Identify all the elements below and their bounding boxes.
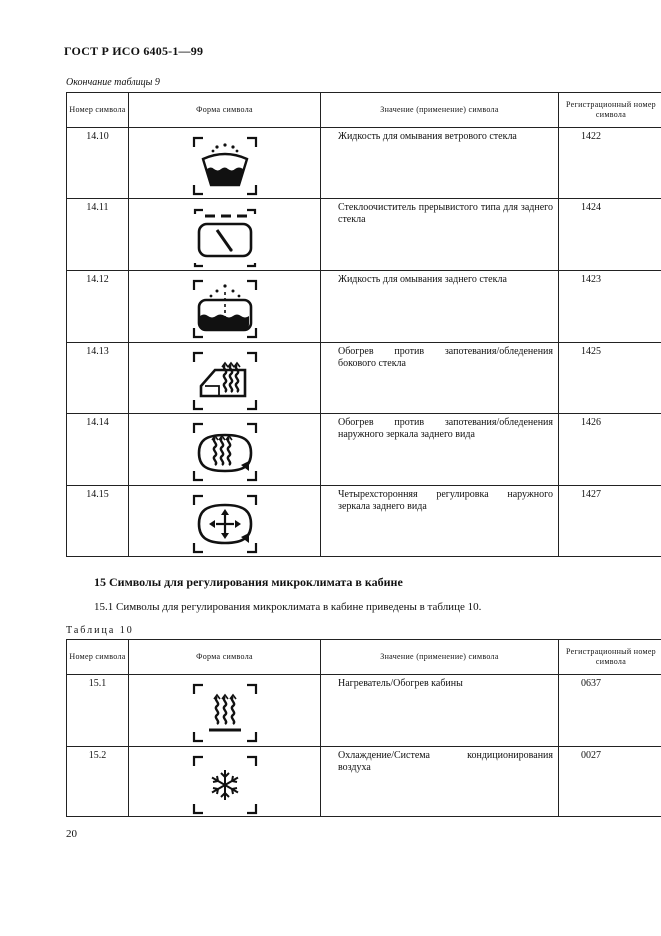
rear-intermittent-wiper-icon	[191, 206, 259, 268]
symbol-reg-number: 0027	[559, 747, 661, 817]
symbol-meaning: Нагреватель/Обогрев кабины	[321, 675, 559, 747]
symbol-reg-number: 1426	[559, 414, 661, 486]
table-header-row	[67, 640, 661, 675]
symbol-meaning: Обогрев против запотевания/обледенения бокового стекла	[321, 343, 559, 414]
mirror-adjust-icon	[191, 493, 259, 555]
symbol-number: 14.11	[67, 199, 129, 271]
symbol-meaning: Охлаждение/Система кондиционирования воздуха	[321, 747, 559, 817]
symbol-cell	[129, 271, 321, 343]
table-row	[67, 199, 661, 271]
symbols-table-9	[66, 92, 661, 557]
symbol-number: 14.12	[67, 271, 129, 343]
symbol-number: 14.10	[67, 128, 129, 199]
side-window-defrost-icon	[191, 350, 259, 412]
symbol-number: 14.13	[67, 343, 129, 414]
table-row	[67, 486, 661, 557]
symbol-cell	[129, 199, 321, 271]
symbol-cell	[129, 128, 321, 199]
table-row	[67, 128, 661, 199]
mirror-defrost-icon	[191, 421, 259, 483]
table-row	[67, 414, 661, 486]
column-header-meaning: Значение (применение) символа	[321, 93, 559, 128]
column-header-number: Номер символа	[67, 93, 129, 128]
symbol-reg-number: 0637	[559, 675, 661, 747]
cab-heater-icon	[191, 682, 259, 744]
symbol-number: 14.14	[67, 414, 129, 486]
column-header-number: Номер символа	[67, 640, 129, 675]
rear-washer-fluid-icon	[191, 278, 259, 340]
section-title: 15 Символы для регулирования микроклимата в кабине	[94, 575, 403, 589]
symbol-reg-number: 1424	[559, 199, 661, 271]
symbol-cell	[129, 747, 321, 817]
column-header-symbol: Форма символа	[129, 640, 321, 675]
symbol-reg-number: 1423	[559, 271, 661, 343]
symbol-cell	[129, 675, 321, 747]
symbol-meaning: Стеклоочиститель прерывистого типа для заднего стекла	[321, 199, 559, 271]
symbol-meaning: Жидкость для омывания заднего стекла	[321, 271, 559, 343]
symbols-table-10	[66, 639, 661, 817]
symbol-number: 15.1	[67, 675, 129, 747]
symbol-meaning: Жидкость для омывания ветрового стекла	[321, 128, 559, 199]
table-row	[67, 343, 661, 414]
symbol-reg-number: 1425	[559, 343, 661, 414]
symbol-number: 15.2	[67, 747, 129, 817]
symbol-number: 14.15	[67, 486, 129, 557]
symbol-meaning: Четырехсторонняя регулировка наружного зеркала заднего вида	[321, 486, 559, 557]
table-row	[67, 747, 661, 817]
column-header-symbol: Форма символа	[129, 93, 321, 128]
windshield-washer-fluid-icon	[191, 135, 259, 197]
column-header-reg: Регистрационный номер символа	[559, 640, 661, 675]
table-row	[67, 271, 661, 343]
section-paragraph: 15.1 Символы для регулирования микроклимата в кабине приведены в таблице 10.	[94, 601, 482, 613]
symbol-meaning: Обогрев против запотевания/обледенения наружного зеркала заднего вида	[321, 414, 559, 486]
column-header-reg: Регистрационный номер символа	[559, 93, 661, 128]
symbol-cell	[129, 414, 321, 486]
air-conditioning-icon	[191, 754, 259, 816]
table-10-label: Таблица 10	[66, 625, 134, 636]
symbol-cell	[129, 343, 321, 414]
symbol-reg-number: 1427	[559, 486, 661, 557]
table-continuation-label: Окончание таблицы 9	[66, 77, 160, 88]
column-header-meaning: Значение (применение) символа	[321, 640, 559, 675]
page-number: 20	[66, 828, 77, 840]
symbol-reg-number: 1422	[559, 128, 661, 199]
symbol-cell	[129, 486, 321, 557]
document-header: ГОСТ Р ИСО 6405-1—99	[64, 44, 204, 58]
table-row	[67, 675, 661, 747]
table-header-row	[67, 93, 661, 128]
